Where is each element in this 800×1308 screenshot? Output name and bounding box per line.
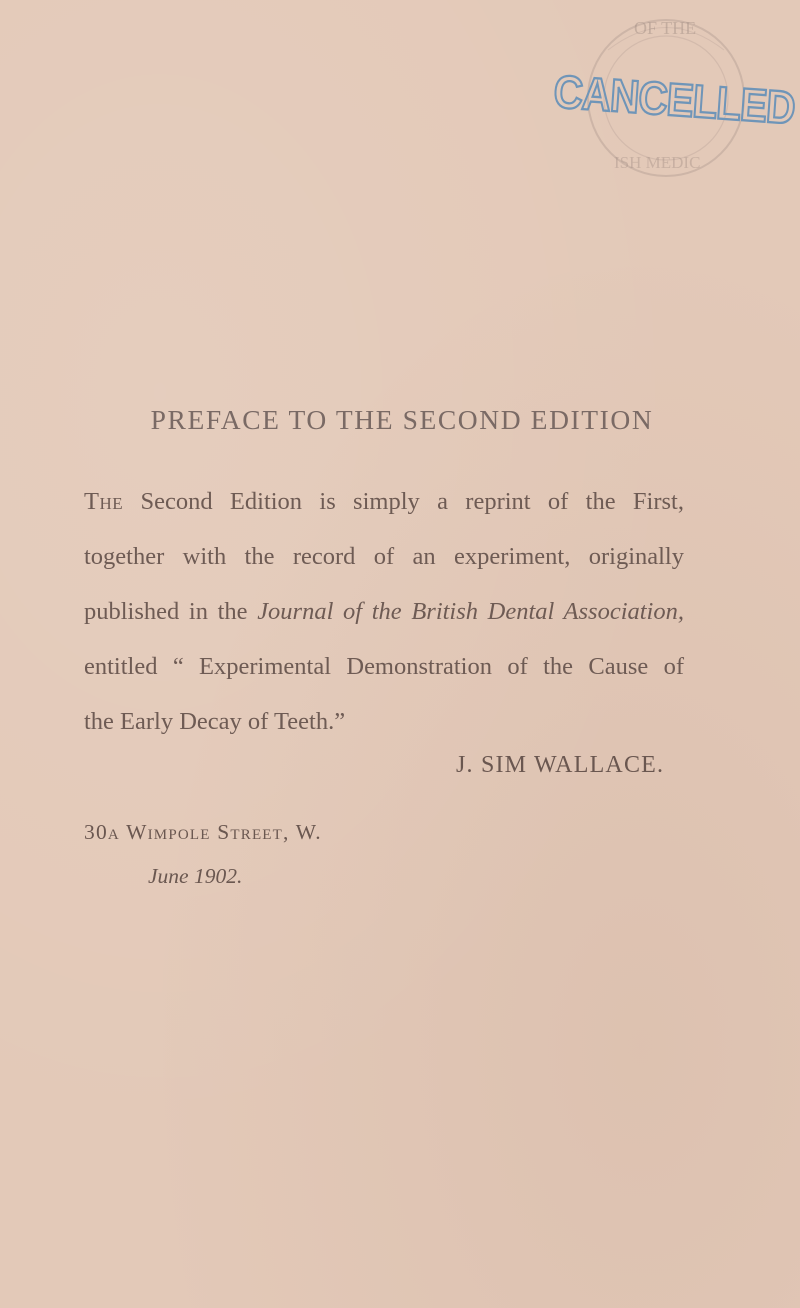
preface-date: June 1902. <box>148 864 243 888</box>
preface-paragraph <box>84 474 684 749</box>
stamp-ring-bottom: ISH MEDIC <box>614 153 701 172</box>
paragraph-line-3 <box>84 584 684 639</box>
stamp-cancelled-text: CANCELLED <box>552 66 797 135</box>
paragraph-lead-word: The <box>84 488 124 515</box>
page-title: PREFACE TO THE SECOND EDITION <box>150 404 654 435</box>
cancelled-stamp <box>548 10 800 200</box>
paragraph-line-3-text: published in the <box>84 598 258 625</box>
stamp-ring-top: OF THE <box>634 18 697 38</box>
author-address: 30a Wimpole Street, W. <box>84 820 322 844</box>
paragraph-line-1 <box>84 474 684 529</box>
paragraph-line-5: the Early Decay of Teeth.” <box>84 708 346 735</box>
paragraph-line-1-text: Second Edition is simply a reprint of the First, <box>123 488 684 515</box>
paragraph-line-2: together with the record of an experiment, originally <box>84 543 684 570</box>
author-signature: J. SIM WALLACE. <box>456 752 665 778</box>
journal-title: Journal of the British Dental Association, <box>257 598 684 625</box>
paragraph-line-4: entitled “ Experimental Demonstration of the Cause of <box>84 653 684 680</box>
stamp-seal-icon <box>548 10 800 200</box>
